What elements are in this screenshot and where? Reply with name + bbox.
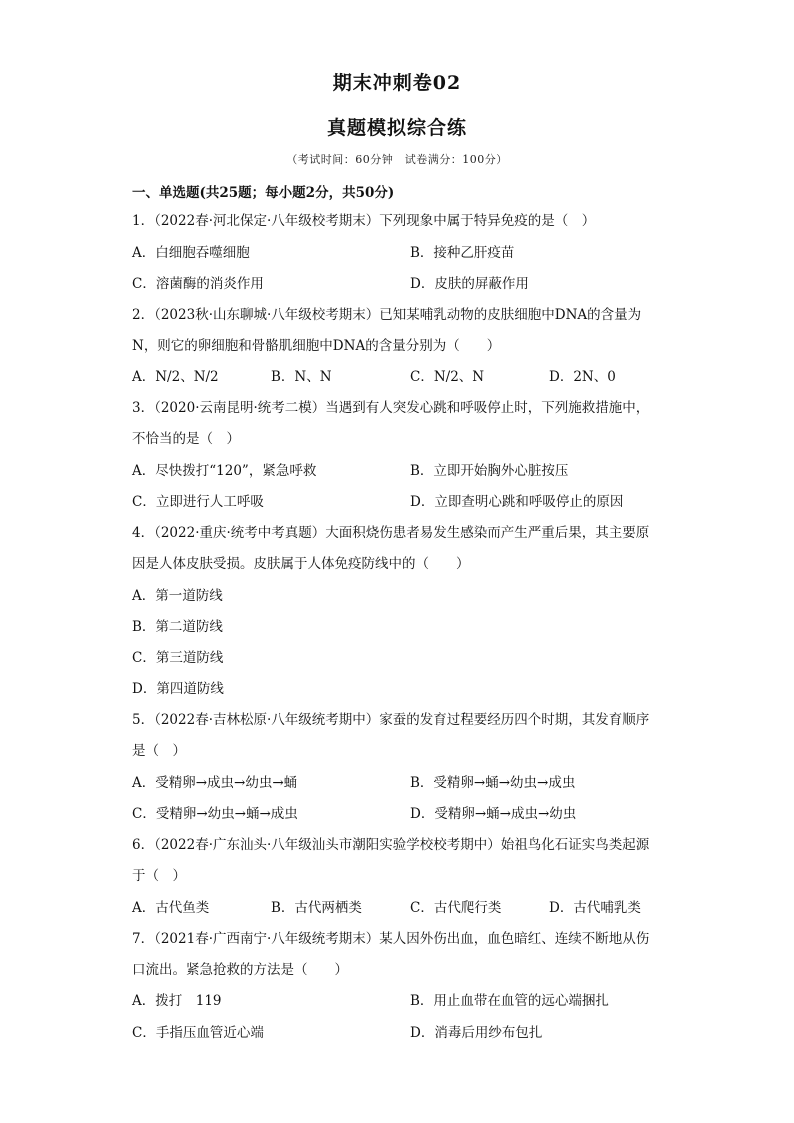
question-2-option-a: A．N/2、N/2 — [132, 369, 219, 385]
question-5-option-a: A．受精卵→成虫→幼虫→蛹 — [132, 775, 298, 791]
question-4-option-b: B．第二道防线 — [132, 619, 223, 635]
question-4-stem-line-1: 4．（2022·重庆·统考中考真题）大面积烧伤患者易发生感染而产生严重后果，其主要原 — [132, 525, 650, 541]
question-7-stem-line-2: 口流出。紧急抢救的方法是（ ） — [132, 962, 348, 978]
question-3-stem-line-1: 3．（2020·云南昆明·统考二模）当遇到有人突发心跳和呼吸停止时，下列施救措施中， — [132, 400, 650, 416]
question-2-stem-line-1: 2．（2023秋·山东聊城·八年级校考期末）已知某哺乳动物的皮肤细胞中DNA的含量为 — [132, 307, 642, 323]
question-4-option-d: D．第四道防线 — [132, 681, 224, 697]
question-1-option-c: C．溶菌酶的消炎作用 — [132, 276, 264, 292]
question-6-option-c: C．古代爬行类 — [410, 900, 502, 916]
question-5-stem-line-2: 是（ ） — [132, 743, 186, 759]
question-6-stem-line-1: 6．（2022春·广东汕头·八年级汕头市潮阳实验学校校考期中）始祖鸟化石证实鸟类起源 — [132, 837, 650, 853]
question-7-option-d: D．消毒后用纱布包扎 — [410, 1025, 543, 1041]
question-4-option-c: C．第三道防线 — [132, 650, 224, 666]
question-5-stem-line-1: 5．（2022春·吉林松原·八年级统考期中）家蚕的发育过程要经历四个时期，其发育顺序 — [132, 712, 650, 728]
question-2-option-d: D．2N、0 — [549, 369, 616, 385]
question-5-option-b: B．受精卵→蛹→幼虫→成虫 — [410, 775, 576, 791]
question-7-option-a: A．拨打 119 — [132, 993, 222, 1009]
question-1-option-a: A．白细胞吞噬细胞 — [132, 245, 250, 261]
question-3-option-d: D．立即查明心跳和呼吸停止的原因 — [410, 494, 624, 510]
question-3-option-b: B．立即开始胸外心脏按压 — [410, 463, 569, 479]
question-2-option-b: B．N、N — [271, 369, 332, 385]
question-2-option-c: C．N/2、N — [410, 369, 485, 385]
question-7-option-c: C．手指压血管近心端 — [132, 1025, 264, 1041]
page-title: 期末冲刺卷02 — [332, 72, 462, 94]
question-7-stem-line-1: 7．（2021春·广西南宁·八年级统考期末）某人因外伤出血，血色暗红、连续不断地从伤 — [132, 931, 650, 947]
question-1-stem: 1．（2022春·河北保定·八年级校考期末）下列现象中属于特异免疫的是（ ） — [132, 213, 596, 229]
question-2-stem-line-2: N，则它的卵细胞和骨骼肌细胞中DNA的含量分别为（ ） — [132, 338, 501, 354]
question-7-option-b: B．用止血带在血管的远心端捆扎 — [410, 993, 609, 1009]
question-1-option-d: D．皮肤的屏蔽作用 — [410, 276, 529, 292]
question-6-option-d: D．古代哺乳类 — [549, 900, 641, 916]
question-4-option-a: A．第一道防线 — [132, 588, 223, 604]
page-subtitle: 真题模拟综合练 — [326, 117, 467, 139]
question-5-option-d: D．受精卵→蛹→成虫→幼虫 — [410, 806, 577, 822]
question-6-option-a: A．古代鱼类 — [132, 900, 210, 916]
question-4-stem-line-2: 因是人体皮肤受损。皮肤属于人体免疫防线中的（ ） — [132, 556, 470, 572]
question-3-stem-line-2: 不恰当的是（ ） — [132, 431, 240, 447]
question-1-option-b: B．接种乙肝疫苗 — [410, 245, 515, 261]
question-6-option-b: B．古代两栖类 — [271, 900, 362, 916]
question-5-option-c: C．受精卵→幼虫→蛹→成虫 — [132, 806, 298, 822]
exam-meta: （考试时间：60分钟 试卷满分：100分） — [286, 153, 508, 166]
question-6-stem-line-2: 于（ ） — [132, 868, 186, 884]
question-3-option-a: A．尽快拨打“120”，紧急呼救 — [132, 463, 317, 479]
section-heading: 一、单选题(共25题；每小题2分，共50分) — [132, 185, 395, 201]
question-3-option-c: C．立即进行人工呼吸 — [132, 494, 264, 510]
